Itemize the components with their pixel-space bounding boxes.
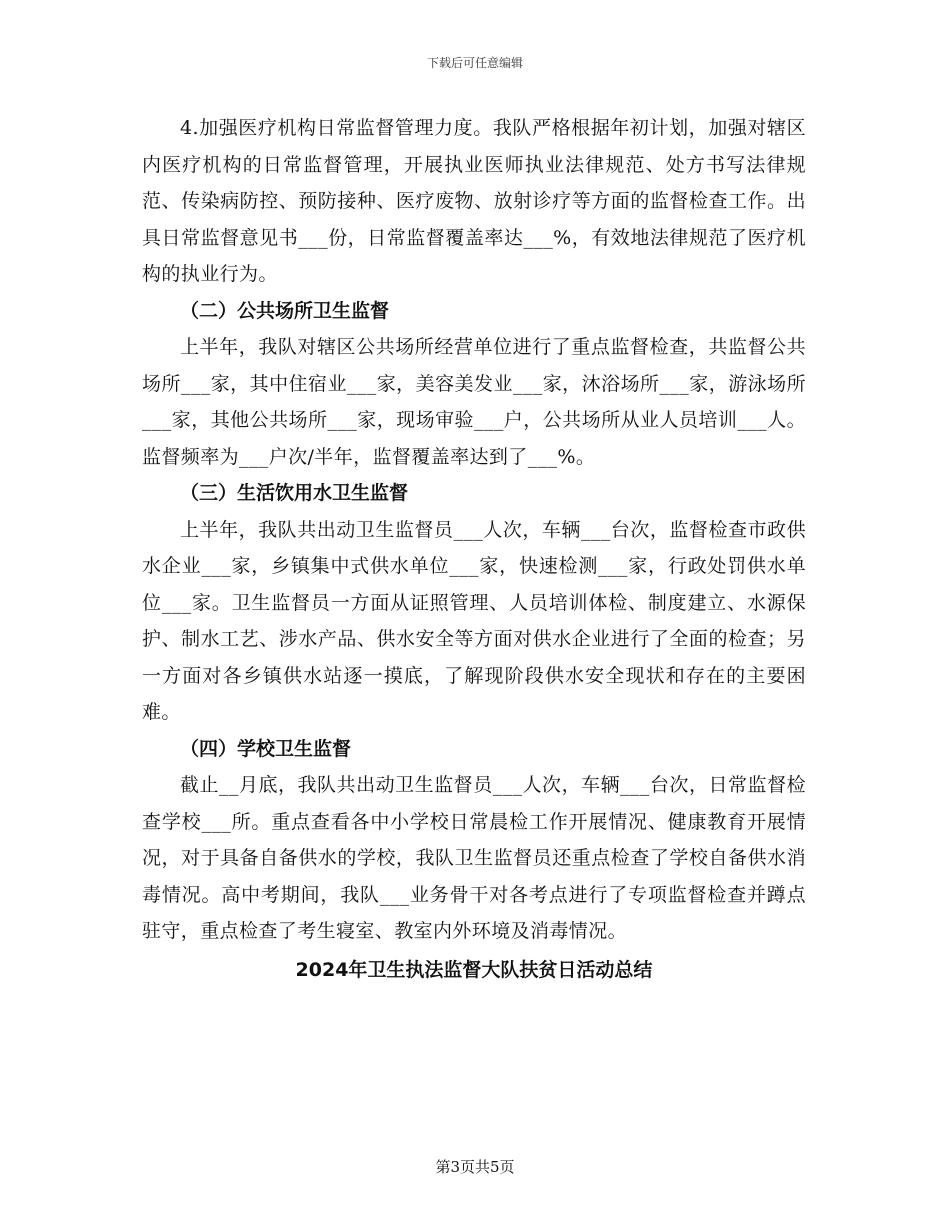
section-heading-public-places: （二）公共场所卫生监督 xyxy=(180,299,390,322)
paragraph-drinking-water: 上半年，我队共出动卫生监督员___人次，车辆___台次，监督检查市政供水企业___家，乡镇集中式供水单位___家，快速检测___家，行政处罚供水单位___家。卫生监督员一方面从证照管理、人员培训体检、制度建立、水源保护、制水工艺、涉水产品、供水安全等方面对供水企业进行了全面的检查；另一方面对各乡镇供水站逐一摸底，了解现阶段供水安全现状和存在的主要困难。 xyxy=(142,518,806,723)
paragraph-school-hygiene: 截止__月底，我队共出动卫生监督员___人次，车辆___台次，日常监督检查学校___所。重点查看各中小学校日常晨检工作开展情况、健康教育开展情况，对于具备自备供水的学校，我队卫生监督员还重点检查了学校自备供水消毒情况。高中考期间，我队___业务骨干对各考点进行了专项监督检查并蹲点驻守，重点检查了考生寝室、教室内外环境及消毒情况。 xyxy=(142,774,806,942)
paragraph-public-places: 上半年，我队对辖区公共场所经营单位进行了重点监督检查，共监督公共场所___家，其中住宿业___家，美容美发业___家，沐浴场所___家，游泳场所___家，其他公共场所___家，现场审验___户，公共场所从业人员培训___人。监督频率为___户次/半年，监督覆盖率达到了___%。 xyxy=(142,336,806,468)
section-heading-drinking-water: （三）生活饮用水卫生监督 xyxy=(180,482,409,504)
document-title: 2024年卫生执法监督大队扶贫日活动总结 xyxy=(295,958,653,981)
document-body xyxy=(142,110,806,988)
paragraph-medical-supervision: 4.加强医疗机构日常监督管理力度。我队严格根据年初计划，加强对辖区内医疗机构的日常监督管理，开展执业医师执业法律规范、处方书写法律规范、传染病防控、预防接种、医疗废物、放射诊疗等方面的监督检查工作。出具日常监督意见书___份，日常监督覆盖率达___%，有效地法律规范了医疗机构的执业行为。 xyxy=(142,117,806,285)
section-heading-school-hygiene: （四）学校卫生监督 xyxy=(180,737,352,760)
page-number: 第3页共5页 xyxy=(435,1158,515,1176)
header-note: 下载后可任意编辑 xyxy=(426,56,523,70)
